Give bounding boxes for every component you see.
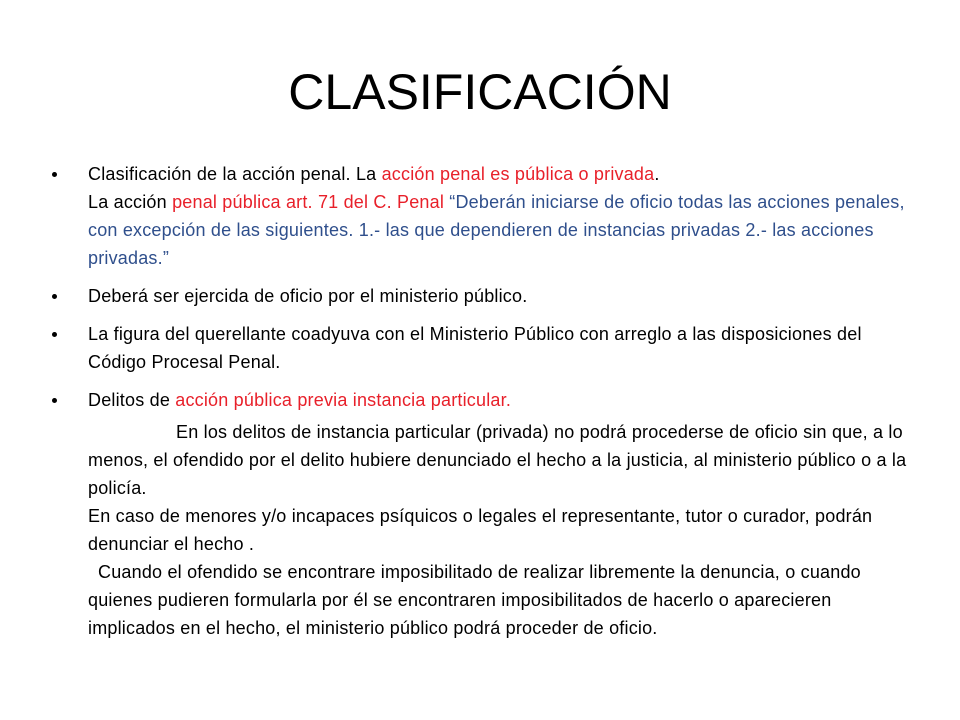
bullet-item-querellante (52, 320, 912, 376)
slide-body (52, 160, 912, 642)
bullet-icon (52, 294, 57, 299)
item-text: Delitos de (88, 390, 176, 410)
bullet-icon (52, 172, 57, 177)
item-text: La figura del querellante coadyuva con el Ministerio Público con arreglo a las disposiciones del Código Procesal Penal. (88, 324, 862, 372)
bullet-item-delitos (52, 386, 912, 414)
item-highlight: acción pública previa instancia particular. (175, 390, 512, 410)
item-text: La acción (88, 192, 173, 212)
paragraph-line-3: Cuando el ofendido se encontrare imposibilitado de realizar libremente la denuncia, o cuando quienes pudieren formularla por él se encontraren imposibilitados de hacerlo o aparecieren implicados en el hecho, el ministerio público podrá proceder de oficio. (88, 562, 861, 638)
bullet-icon (52, 332, 57, 337)
bullet-item-oficio (52, 282, 912, 310)
item-quote: “Deberán iniciarse de oficio todas las acciones penales, con excepción de las siguientes. 1.- las que dependieren de instancias privadas 2.- las acciones privadas.” (88, 192, 905, 268)
item-text: Clasificación de la acción penal. La (88, 164, 382, 184)
item-highlight: penal pública (172, 192, 281, 212)
slide-title: CLASIFICACIÓN (288, 64, 672, 120)
paragraph-line-1: En los delitos de instancia particular (privada) no podrá procederse de oficio sin que, a lo menos, el ofendido por el delito hubiere denunciado el hecho a la justicia, al ministerio público o a la policía. (88, 422, 907, 498)
item-text: . (654, 164, 660, 184)
item-highlight: acción penal es pública o privada (381, 164, 655, 184)
item-highlight: art. 71 del C. Penal (280, 192, 450, 212)
bullet-icon (52, 398, 57, 403)
item-text: Deberá ser ejercida de oficio por el ministerio público. (88, 286, 528, 306)
bullet-item-clasificacion (52, 160, 912, 272)
paragraph-line-2: En caso de menores y/o incapaces psíquicos o legales el representante, tutor o curador, podrán denunciar el hecho . (88, 506, 873, 554)
body-paragraph (52, 418, 912, 642)
